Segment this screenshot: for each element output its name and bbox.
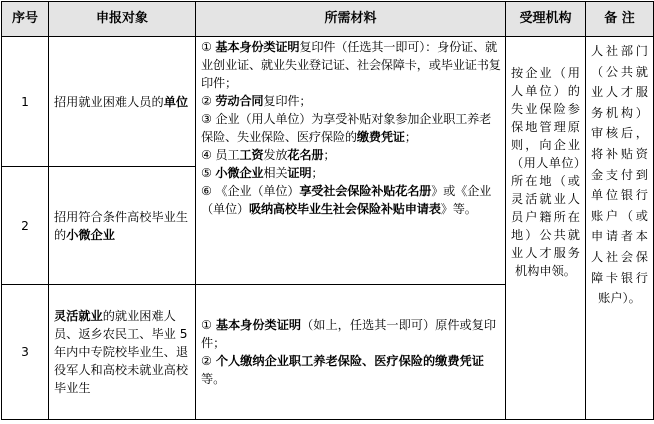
bold-text: 基本身份类证明 — [215, 318, 302, 332]
text: ① — [201, 318, 216, 332]
bold-text: 工资 — [239, 148, 264, 162]
text: ； — [323, 148, 336, 162]
text: 》或《企业（单位） — [201, 184, 492, 216]
text: （如上，任选其一即可）原件或复印件； — [201, 318, 497, 350]
applicant-cell — [49, 37, 196, 167]
text: 复印件（任选其一即可）：身份证、就业创业证、就业失业登记证、社会保障卡，或毕业证书复印件； — [201, 40, 501, 90]
bold-text: 吸纳高校毕业生社会保险补贴申请表 — [248, 202, 441, 216]
header-materials: 所需材料 — [196, 2, 506, 37]
text: ② — [201, 94, 216, 108]
bold-text: 灵活就业 — [54, 309, 103, 323]
row-number: 3 — [2, 285, 49, 420]
table-row — [2, 37, 654, 167]
text: 复印件； — [263, 94, 312, 108]
agency-cell: 按企业（用人单位）的失业保险参保地管理原则，向企业（用人单位）所在地（或灵活就业人员户籍所在地）公共就业人才服务机构申领。 — [506, 37, 586, 420]
bold-text: 小微企业 — [66, 227, 115, 242]
bold-text: 小微企业 — [215, 166, 264, 180]
subsidy-application-table — [1, 1, 654, 420]
text: 相关 — [263, 166, 288, 180]
text: 的就业困难人员、返乡农民工、毕业 5 年内中专院校毕业生、退役军人和高校未就业高校毕业生 — [54, 309, 189, 395]
text: 等。 — [201, 372, 226, 386]
materials-cell — [196, 37, 506, 285]
row-number: 1 — [2, 37, 49, 167]
header-agency: 受理机构 — [506, 2, 586, 37]
text: ② — [201, 354, 216, 368]
text: 发放 — [263, 148, 288, 162]
header-remark: 备 注 — [586, 2, 654, 37]
text: ④ 员工 — [201, 148, 240, 162]
text: ； — [404, 130, 417, 144]
text: 》等。 — [440, 202, 477, 216]
header-applicant: 申报对象 — [49, 2, 196, 37]
bold-text: 个人缴纳企业职工养老保险、医疗保险的缴费凭证 — [215, 354, 484, 368]
text: ； — [311, 166, 324, 180]
remark-cell: 人社部门（公共就业人才服务机构）审核后，将补贴资金支付到单位银行账户（或申请者本人社会保障卡银行账户）。 — [586, 37, 654, 420]
text: 招用就业困难人员的 — [54, 94, 164, 109]
applicant-cell — [49, 167, 196, 285]
bold-text: 劳动合同 — [215, 94, 264, 108]
text: 招用符合条件高校毕业生的 — [54, 209, 189, 242]
bold-text: 基本身份类证明 — [215, 40, 300, 54]
bold-text: 花名册 — [287, 148, 324, 162]
bold-text: 证明 — [287, 166, 312, 180]
text: ① — [201, 40, 216, 54]
bold-text: 单位 — [163, 94, 189, 109]
text: ③ 企业（用人单位）为享受补贴对象参加企业职工养老保险、失业保险、医疗保险的 — [201, 112, 492, 144]
bold-text: 享受社会保险补贴花名册 — [299, 184, 432, 198]
materials-cell — [196, 285, 506, 420]
bold-text: 缴费凭证 — [356, 130, 405, 144]
row-number: 2 — [2, 167, 49, 285]
text: ⑥ 《企业（单位） — [201, 184, 300, 198]
applicant-cell — [49, 285, 196, 420]
text: ⑤ — [201, 166, 216, 180]
header-row — [2, 2, 654, 37]
header-serial-no: 序号 — [2, 2, 49, 37]
